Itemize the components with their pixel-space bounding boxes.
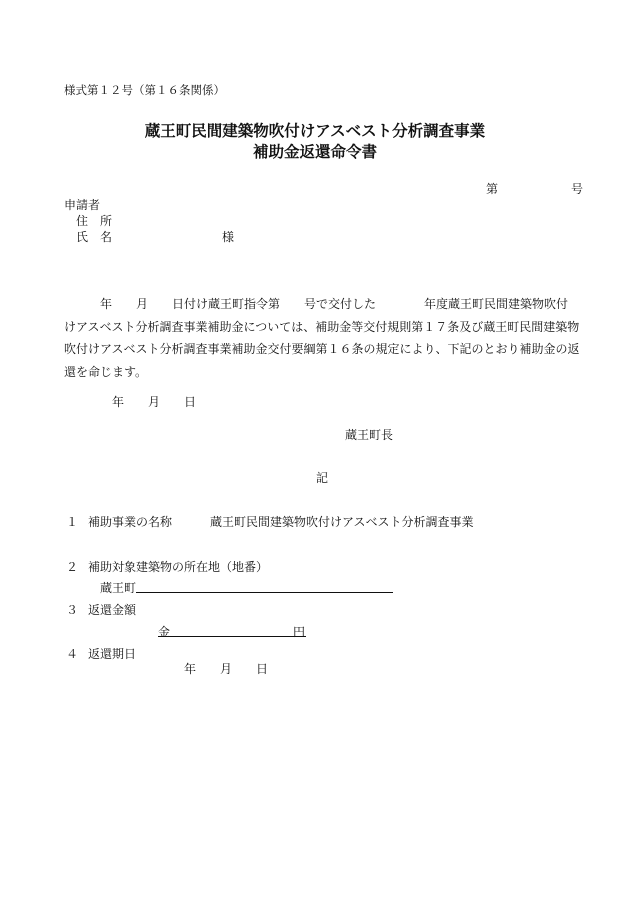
location-prefix: 蔵王町 [100,581,137,595]
doc-number-suffix: 号 [571,182,584,196]
honorific: 様 [222,230,235,244]
body-line: けアスベスト分析調査事業補助金については、補助金等交付規則第１７条及び蔵王町民間建築物 [64,319,580,334]
amount-blank-line [158,636,306,637]
item-label: 返還期日 [88,647,137,661]
item-number: ４ [66,647,79,661]
item-number: １ [66,515,79,529]
item2-label [66,559,268,575]
item-number: ３ [66,603,79,617]
return-due-date: 年 月 日 [184,662,269,676]
document-title-line1: 蔵王町民間建築物吹付けアスベスト分析調査事業 [144,122,486,140]
form-number: 様式第１２号（第１６条関係） [64,83,225,97]
ki-heading: 記 [316,471,329,485]
body-line: 吹付けアスベスト分析調査事業補助金交付要綱第１６条の規定により、下記のとおり補助金の返 [64,342,580,356]
item-number: ２ [66,560,79,574]
location-blank-line [136,592,393,593]
item3-label [66,602,136,618]
document-title-line2: 補助金返還命令書 [252,143,377,161]
body-line: 還を命じます。 [64,364,148,379]
name-label: 氏 名 [76,230,113,244]
applicant-label: 申請者 [64,198,101,212]
item-label: 補助対象建築物の所在地（地番） [88,560,269,574]
body-line: 年 月 日付け蔵王町指令第 号で交付した 年度蔵王町民間建築物吹付 [64,297,569,311]
doc-number-prefix: 第 [486,182,499,196]
item1-value: 蔵王町民間建築物吹付けアスベスト分析調査事業 [210,515,474,529]
issue-date: 年 月 日 [112,395,197,409]
body-paragraph [64,293,588,383]
item-label: 返還金額 [88,603,137,617]
amount-prefix: 金 [158,625,171,639]
item4-label [66,646,136,662]
item-label: 補助事業の名称 [88,515,173,529]
issuer-name: 蔵王町長 [345,428,394,442]
amount-suffix: 円 [293,625,306,639]
address-label: 住 所 [76,214,113,228]
item1-label [66,514,172,530]
